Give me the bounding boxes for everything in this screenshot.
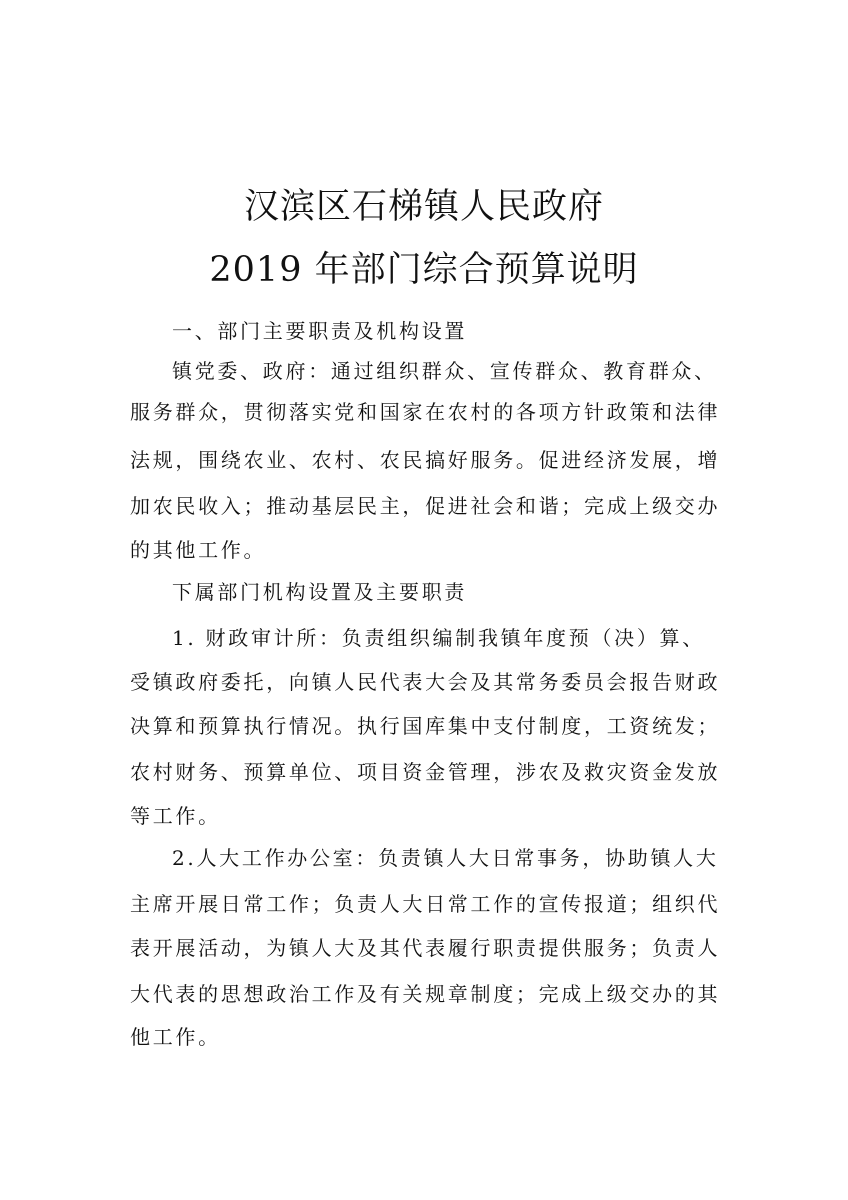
paragraph-line: 表开展活动，为镇人大及其代表履行职责提供服务；负责人 (130, 936, 721, 960)
document-title-line2: 2019 年部门综合预算说明 (209, 250, 639, 290)
paragraph-line: 法规，围绕农业、农村、农民搞好服务。促进经济发展，增 (130, 448, 721, 472)
section-heading: 一、部门主要职责及机构设置 (172, 319, 468, 343)
paragraph-line: 等工作。 (130, 804, 221, 828)
paragraph-line: 的其他工作。 (130, 538, 267, 562)
paragraph-line: 加农民收入；推动基层民主，促进社会和谐；完成上级交办 (130, 494, 721, 518)
paragraph-line: 2.人大工作办公室：负责镇人大日常事务，协助镇人大 (172, 846, 719, 870)
subheading: 下属部门机构设置及主要职责 (172, 580, 468, 604)
paragraph-line: 主席开展日常工作；负责人大日常工作的宣传报道；组织代 (130, 892, 721, 916)
paragraph-line: 他工作。 (130, 1025, 221, 1049)
paragraph-line: 决算和预算执行情况。执行国库集中支付制度，工资统发； (130, 714, 721, 738)
paragraph-line: 镇党委、政府：通过组织群众、宣传群众、教育群众、 (172, 359, 717, 383)
paragraph-line: 服务群众，贯彻落实党和国家在农村的各项方针政策和法律 (130, 400, 721, 424)
paragraph-line: 大代表的思想政治工作及有关规章制度；完成上级交办的其 (130, 982, 721, 1006)
document-title-line1: 汉滨区石梯镇人民政府 (243, 187, 604, 227)
paragraph-line: 1. 财政审计所：负责组织编制我镇年度预（决）算、 (172, 626, 705, 650)
paragraph-line: 农村财务、预算单位、项目资金管理，涉农及救灾资金发放 (130, 760, 721, 784)
paragraph-line: 受镇政府委托，向镇人民代表大会及其常务委员会报告财政 (130, 670, 721, 694)
